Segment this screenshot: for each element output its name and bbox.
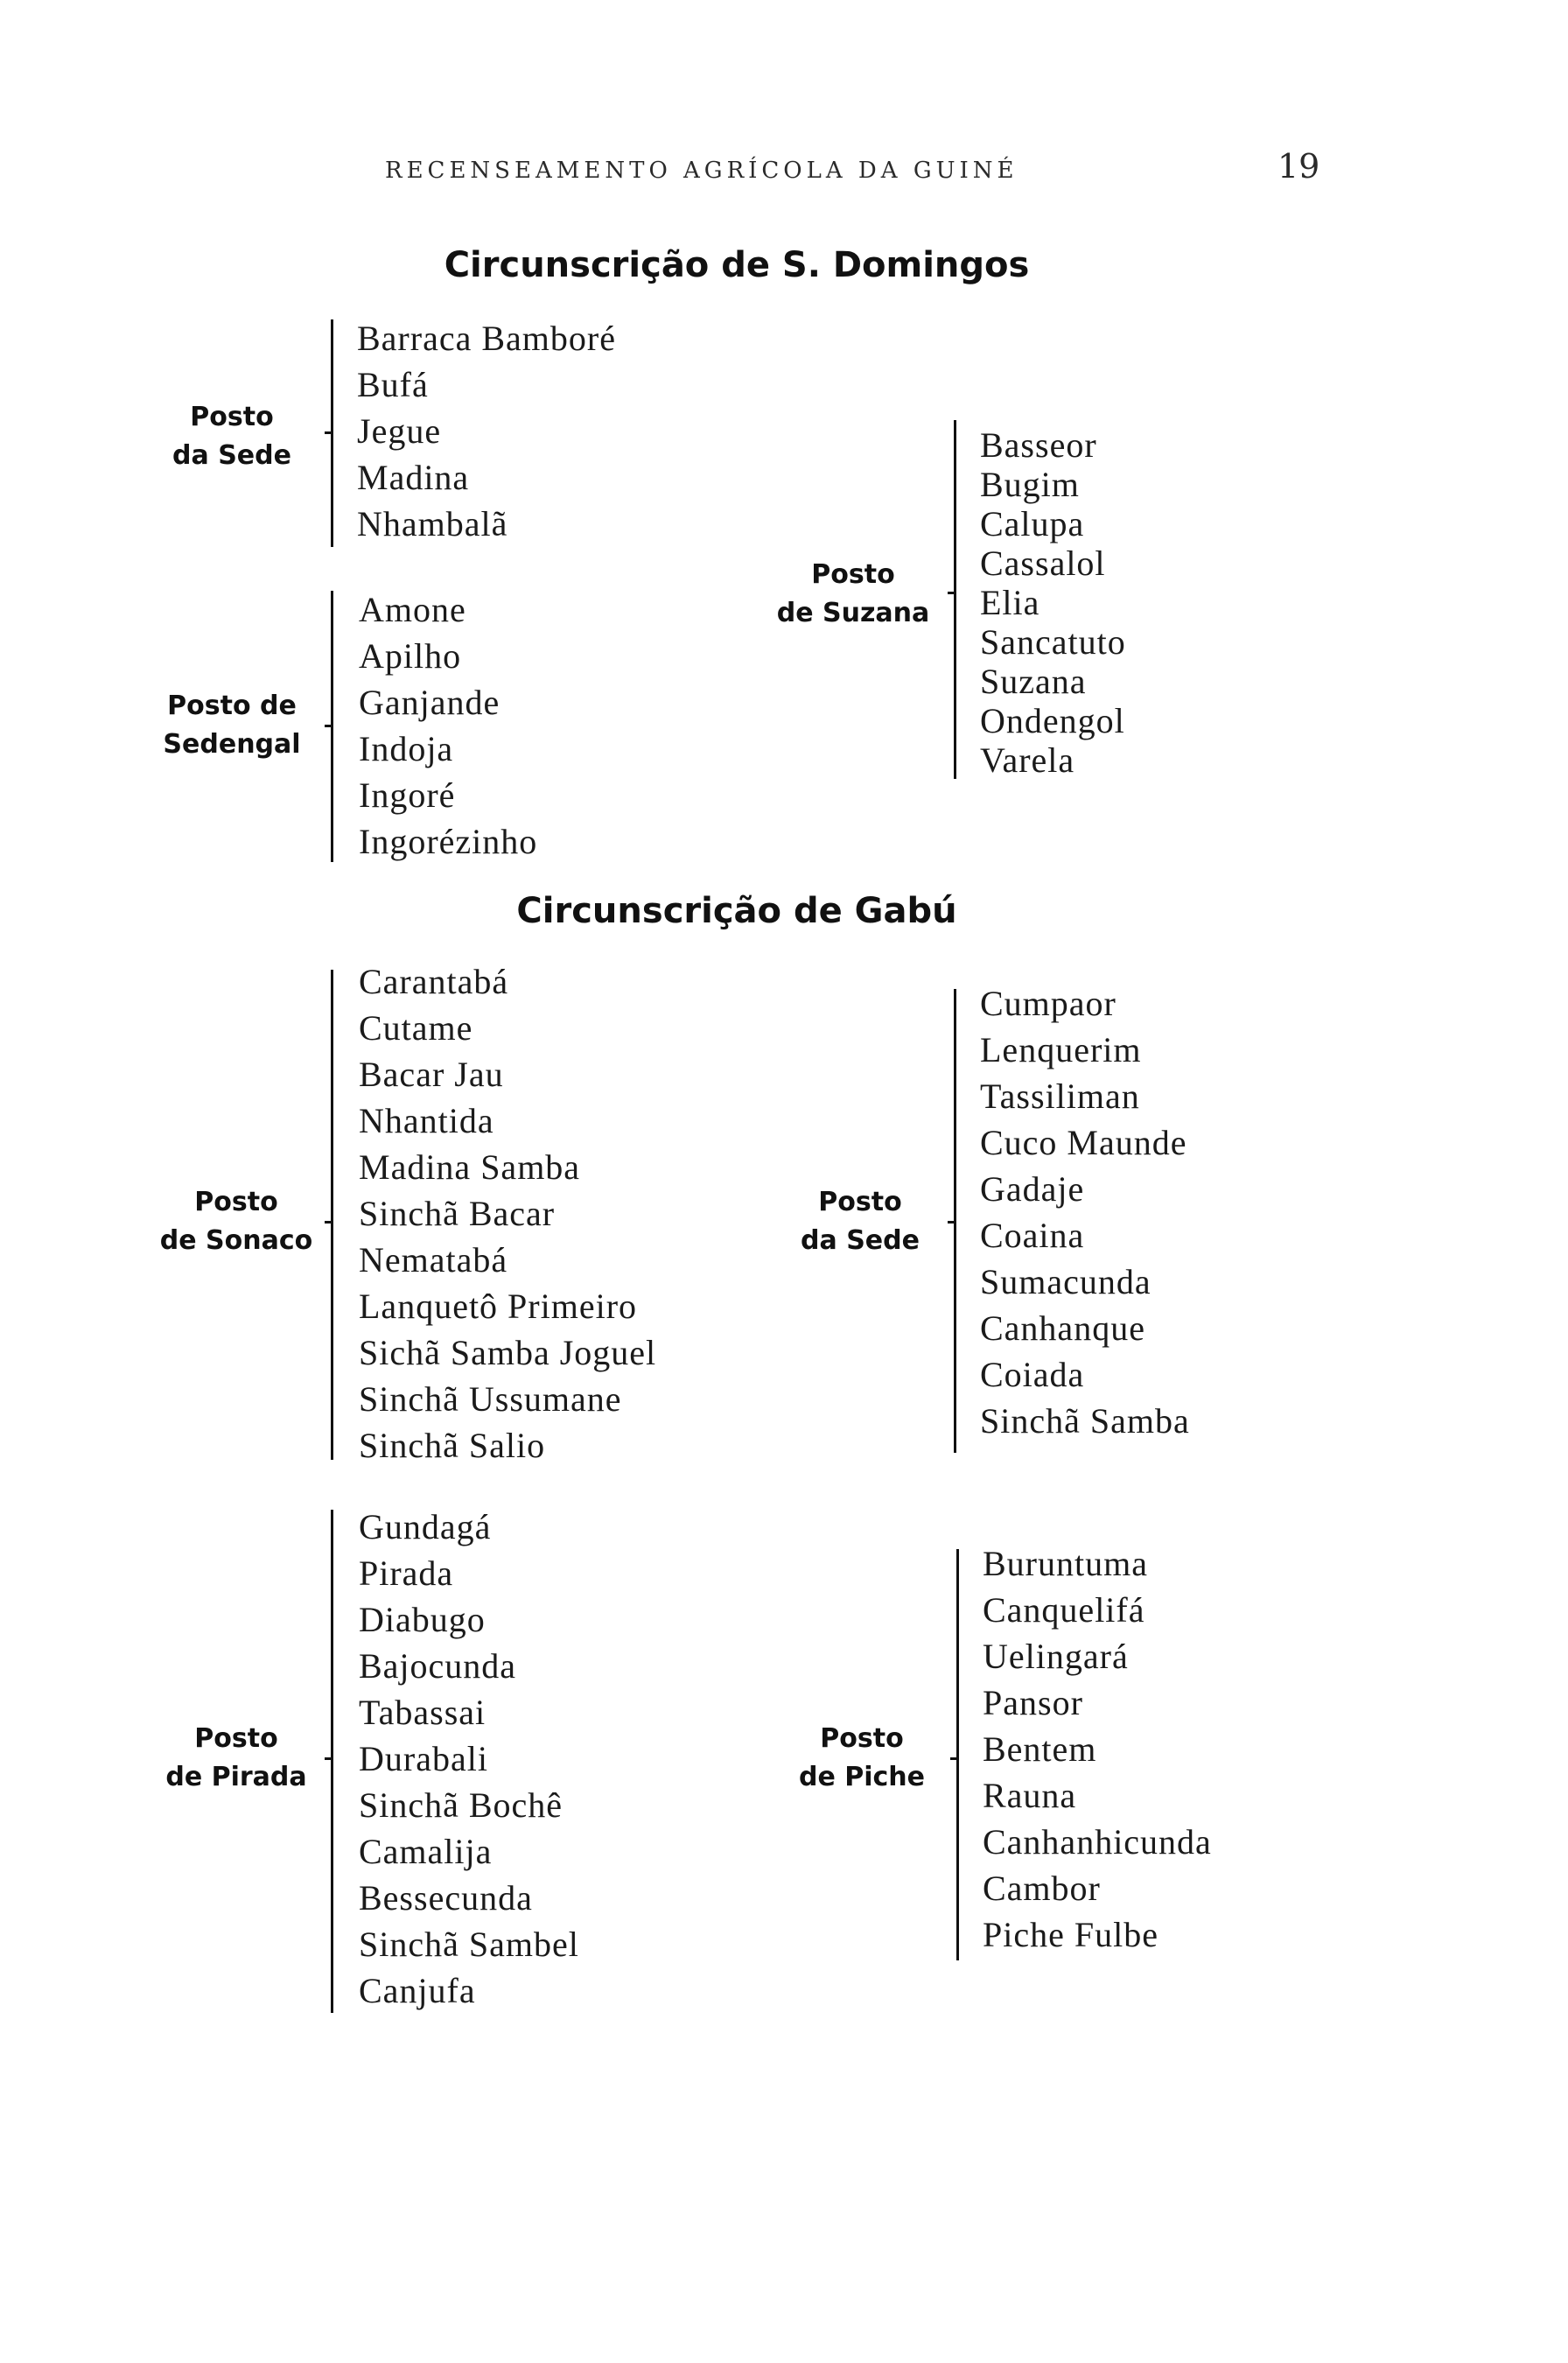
- village-item: Lanquetô Primeiro: [359, 1287, 638, 1326]
- village-list-de-suzana: [980, 425, 1126, 780]
- village-item: Elia: [980, 583, 1040, 622]
- bracket-line: [956, 1549, 959, 1960]
- village-item: Gadaje: [980, 1169, 1085, 1209]
- village-item: Sinchã Ussumane: [359, 1379, 622, 1419]
- posto-label-de-sedengal: [131, 687, 332, 764]
- village-item: Sinchã Salio: [359, 1426, 546, 1465]
- posto-label-line2: da Sede: [172, 440, 291, 471]
- page-number: 19: [1278, 147, 1320, 186]
- posto-label-line2: da Sede: [801, 1225, 920, 1256]
- village-item: Sinchã Sambel: [359, 1925, 579, 1964]
- village-item: Bessecunda: [359, 1878, 533, 1918]
- bracket-line: [954, 420, 956, 779]
- posto-label-line1: Posto de: [167, 691, 297, 721]
- village-item: Coiada: [980, 1355, 1085, 1394]
- village-item: Pansor: [983, 1683, 1083, 1722]
- village-list-de-sedengal: [359, 586, 537, 865]
- village-item: Cumpaor: [980, 984, 1116, 1023]
- village-item: Calupa: [980, 504, 1085, 543]
- village-item: Cassalol: [980, 543, 1106, 583]
- bracket-notch: [325, 1221, 332, 1224]
- village-item: Ganjande: [359, 683, 500, 722]
- village-item: Nematabá: [359, 1240, 508, 1280]
- bracket-notch: [948, 1221, 955, 1224]
- village-item: Durabali: [359, 1739, 488, 1778]
- bracket-notch: [950, 1757, 957, 1760]
- posto-label-de-pirada: [136, 1720, 337, 1797]
- posto-label-line1: Posto: [811, 559, 895, 590]
- posto-label-line2: de Suzana: [776, 598, 930, 628]
- village-item: Rauna: [983, 1776, 1077, 1815]
- posto-label-da-sede-s-domingos: [131, 398, 332, 475]
- village-list-de-sonaco: [359, 958, 656, 1469]
- village-item: Amone: [359, 590, 466, 629]
- village-item: Diabugo: [359, 1600, 486, 1639]
- posto-label-da-sede-gabu: [760, 1183, 961, 1260]
- section-title-s-domingos: Circunscrição de S. Domingos: [444, 245, 1030, 285]
- bracket-notch: [325, 431, 332, 434]
- village-item: Lenquerim: [980, 1030, 1142, 1069]
- posto-label-de-suzana: [752, 556, 954, 633]
- posto-label-line1: Posto: [820, 1723, 904, 1754]
- village-item: Gundagá: [359, 1507, 492, 1546]
- village-item: Sinchã Bacar: [359, 1194, 556, 1233]
- village-item: Canquelifá: [983, 1590, 1145, 1630]
- village-item: Madina: [357, 458, 470, 497]
- village-item: Indoja: [359, 729, 454, 768]
- village-item: Carantabá: [359, 962, 509, 1001]
- village-item: Bugim: [980, 465, 1080, 504]
- posto-label-line2: de Sonaco: [159, 1225, 313, 1256]
- posto-label-line2: de Pirada: [165, 1762, 307, 1792]
- village-list-da-sede-s-domingos: [357, 315, 616, 547]
- bracket-notch: [325, 1757, 332, 1760]
- posto-label-line1: Posto: [818, 1187, 902, 1217]
- village-item: Basseor: [980, 425, 1097, 465]
- village-item: Sinchã Samba: [980, 1401, 1190, 1441]
- village-list-de-pirada: [359, 1504, 579, 2014]
- bracket-line: [331, 1510, 333, 2013]
- village-item: Bufá: [357, 365, 429, 404]
- village-item: Bentem: [983, 1729, 1097, 1769]
- village-item: Cuco Maunde: [980, 1123, 1187, 1162]
- village-item: Bajocunda: [359, 1646, 517, 1686]
- village-item: Ingorézinho: [359, 822, 538, 861]
- village-item: Jegue: [357, 411, 442, 451]
- posto-label-de-sonaco: [136, 1183, 337, 1260]
- village-item: Canhanque: [980, 1308, 1145, 1348]
- bracket-notch: [325, 725, 332, 727]
- village-item: Ingoré: [359, 775, 456, 815]
- village-item: Coaina: [980, 1216, 1085, 1255]
- village-item: Buruntuma: [983, 1544, 1148, 1583]
- bracket-line: [331, 970, 333, 1460]
- village-item: Piche Fulbe: [983, 1915, 1158, 1954]
- village-item: Madina Samba: [359, 1147, 581, 1187]
- bracket-notch: [948, 592, 955, 594]
- village-item: Sumacunda: [980, 1262, 1152, 1301]
- village-item: Sancatuto: [980, 622, 1126, 662]
- village-list-de-piche: [983, 1540, 1212, 1958]
- village-item: Varela: [980, 740, 1075, 780]
- village-item: Cambor: [983, 1869, 1101, 1908]
- village-item: Suzana: [980, 662, 1087, 701]
- village-item: Barraca Bamboré: [357, 319, 616, 358]
- posto-label-de-piche: [761, 1720, 962, 1797]
- village-item: Ondengol: [980, 701, 1125, 740]
- village-item: Tassiliman: [980, 1076, 1140, 1116]
- village-item: Nhambalã: [357, 504, 508, 543]
- village-item: Uelingará: [983, 1637, 1129, 1676]
- posto-label-line1: Posto: [190, 402, 274, 432]
- posto-label-line1: Posto: [194, 1187, 278, 1217]
- village-item: Canhanhicunda: [983, 1822, 1212, 1862]
- village-item: Camalija: [359, 1832, 493, 1871]
- village-item: Sichã Samba Joguel: [359, 1333, 657, 1372]
- village-item: Pirada: [359, 1553, 454, 1593]
- section-title-gabu: Circunscrição de Gabú: [516, 891, 957, 931]
- village-item: Bacar Jau: [359, 1055, 504, 1094]
- running-head: RECENSEAMENTO AGRÍCOLA DA GUINÉ: [385, 158, 1018, 184]
- village-item: Tabassai: [359, 1693, 486, 1732]
- posto-label-line2: de Piche: [798, 1762, 926, 1792]
- village-item: Sinchã Bochê: [359, 1785, 564, 1825]
- village-item: Apilho: [359, 636, 462, 676]
- village-item: Canjufa: [359, 1971, 476, 2010]
- posto-label-line1: Posto: [194, 1723, 278, 1754]
- village-list-da-sede-gabu: [980, 980, 1190, 1444]
- posto-label-line2: Sedengal: [163, 729, 301, 760]
- village-item: Nhantida: [359, 1101, 494, 1140]
- village-item: Cutame: [359, 1008, 473, 1048]
